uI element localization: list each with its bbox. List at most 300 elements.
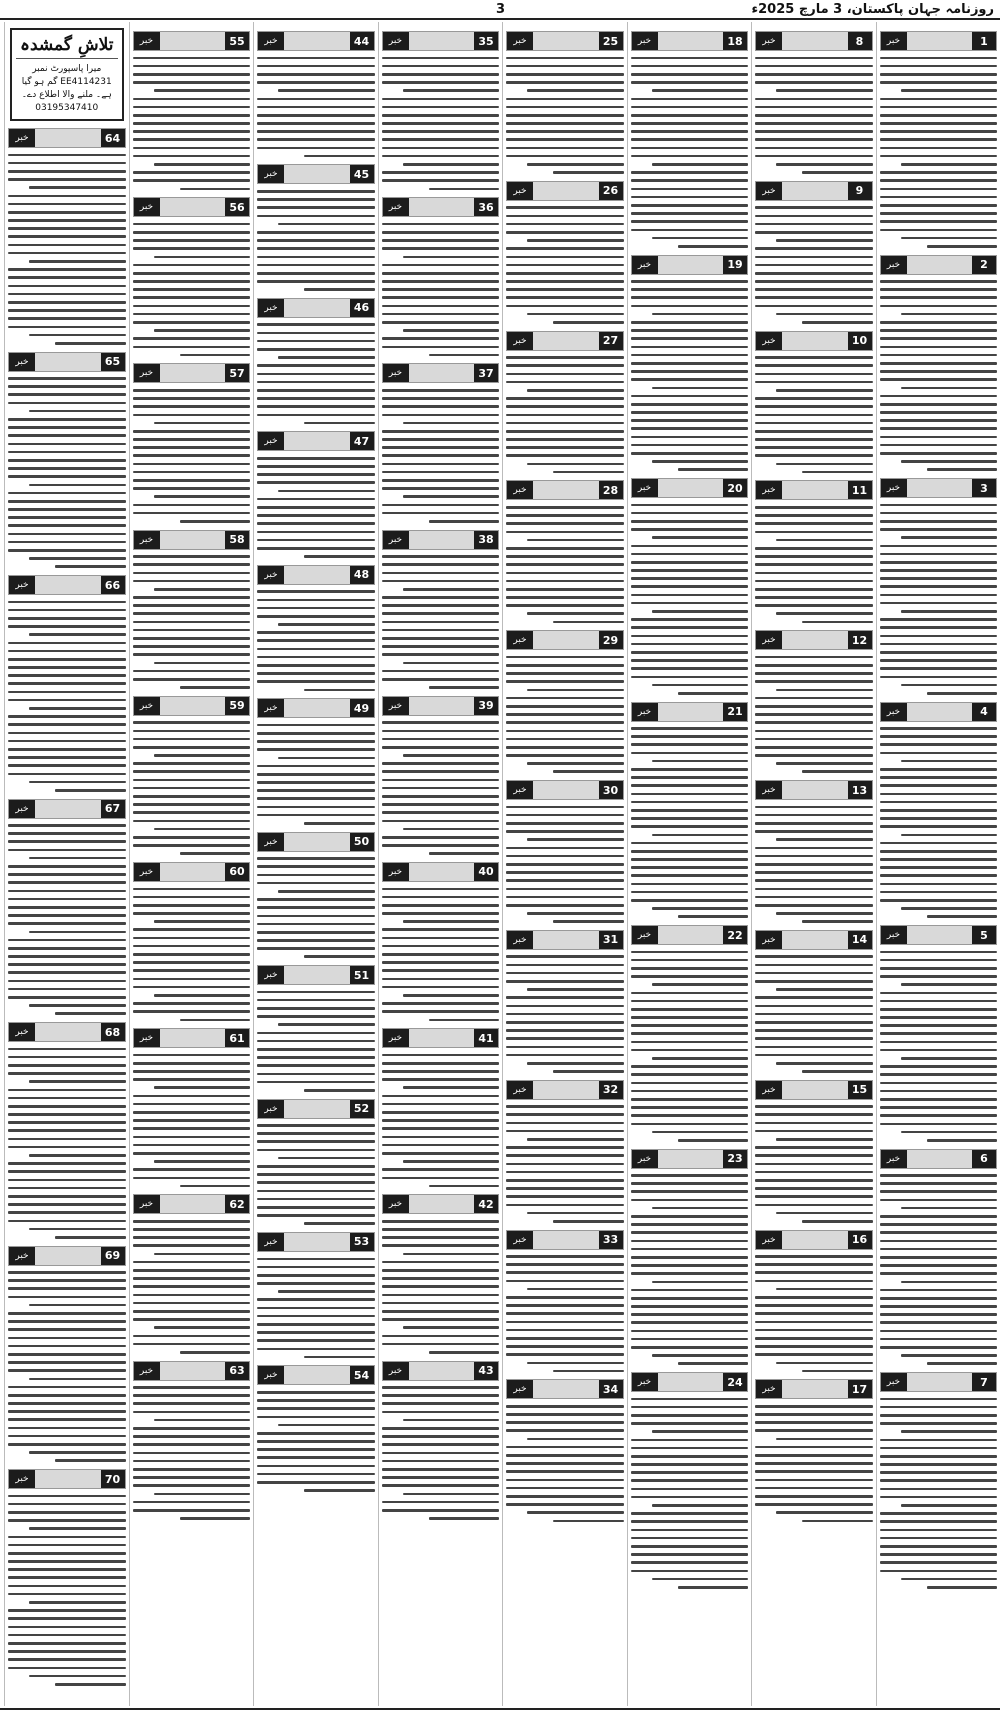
text-line [29,260,125,263]
text-line [901,1131,997,1134]
text-line [880,122,998,125]
text-line [257,1173,375,1176]
text-line [133,1054,251,1057]
text-line [506,754,624,757]
text-line [382,155,500,158]
text-line [257,1081,375,1084]
text-line [133,1236,251,1239]
text-line [133,1468,251,1471]
text-line [506,814,624,817]
text-line [755,1296,873,1299]
text-line [382,57,500,60]
text-line [553,1370,624,1373]
text-line [506,531,624,534]
entry-number: 53 [350,1233,374,1251]
text-line [631,229,749,232]
text-line [257,1258,375,1261]
text-line [257,740,375,743]
entry-number: 32 [599,1081,623,1099]
text-line [631,659,749,662]
text-line [8,1312,126,1315]
text-line [403,1086,499,1089]
text-line [631,602,749,605]
entry-label: خبر [881,479,907,497]
entry-number: 15 [848,1081,872,1099]
text-line [880,801,998,804]
text-line [8,849,126,852]
text-line [257,57,375,60]
text-line [180,686,251,689]
text-line [880,1338,998,1341]
text-line [755,904,873,907]
text-line [631,1049,749,1052]
text-line [257,923,375,926]
text-line [403,1419,499,1422]
text-line [880,727,998,730]
text-line [506,1304,624,1307]
text-line [382,803,500,806]
text-line [880,1264,998,1267]
text-line [133,1002,251,1005]
text-line [755,1280,873,1283]
text-line [880,1346,998,1349]
text-line [802,770,873,773]
text-line [180,188,251,191]
text-line [8,1097,126,1100]
text-line [527,689,623,692]
text-line [382,1394,500,1397]
text-line [776,1511,872,1514]
text-line [880,1570,998,1573]
text-line [880,1537,998,1540]
text-line [880,959,998,962]
text-line [133,637,251,640]
text-line [133,463,251,466]
text-line [133,670,251,673]
text-line [631,1264,749,1267]
text-line [755,422,873,425]
text-line [755,547,873,550]
text-line [506,572,624,575]
text-line [382,1078,500,1081]
text-line [880,1049,998,1052]
text-line [880,752,998,755]
text-line [8,1211,126,1214]
entry-number: 18 [723,32,747,50]
text-line [8,756,126,759]
text-line [382,1261,500,1264]
text-line [755,1013,873,1016]
entry-number-badge [506,930,624,950]
text-line [382,1168,500,1171]
text-line [8,1129,126,1132]
text-line [257,1440,375,1443]
text-line [180,520,251,523]
text-line [506,664,624,667]
text-line [506,746,624,749]
text-line [880,212,998,215]
text-line [382,231,500,234]
text-line [506,155,624,158]
text-line [755,1021,873,1024]
text-line [382,904,500,907]
text-line [133,721,251,724]
text-line [382,405,500,408]
text-line [631,768,749,771]
text-line [257,389,375,392]
text-line [755,397,873,400]
text-line [133,1269,251,1272]
text-line [880,452,998,455]
entry-number: 37 [474,364,498,382]
text-line [506,288,624,291]
text-line [8,524,126,527]
text-line [880,743,998,746]
text-line [133,1443,251,1446]
text-line [133,1427,251,1430]
text-line [880,825,998,828]
entry-number: 9 [848,182,872,200]
text-line [382,512,500,515]
text-line [652,89,748,92]
text-line [8,1287,126,1290]
text-line [927,468,998,471]
text-line [880,1447,998,1450]
text-line [631,874,749,877]
text-line [133,896,251,899]
text-line [8,988,126,991]
text-line [776,463,872,466]
entry-label: خبر [9,353,35,371]
text-line [382,1294,500,1297]
text-line [382,787,500,790]
text-line [257,590,375,593]
entry-number: 43 [474,1362,498,1380]
text-line [257,915,375,918]
entry-number: 55 [225,32,249,50]
text-line [382,1220,500,1223]
text-line [880,809,998,812]
text-line [631,1240,749,1243]
text-line [880,1455,998,1458]
text-line [133,1509,251,1512]
text-line [382,670,500,673]
text-line [8,203,126,206]
entry-label: خبر [258,165,284,183]
text-line [652,1430,748,1433]
text-line [880,545,998,548]
text-line [631,1024,749,1027]
text-line [382,1302,500,1305]
text-line [506,697,624,700]
text-line [631,65,749,68]
text-line [133,779,251,782]
text-line [382,1318,500,1321]
text-line [755,1429,873,1432]
text-line [403,588,499,591]
text-line [257,599,375,602]
text-line [154,920,250,923]
text-line [527,313,623,316]
text-line [880,1240,998,1243]
text-line [133,471,251,474]
text-line [382,844,500,847]
entry-number-badge [257,565,375,585]
text-line [880,1231,998,1234]
text-line [382,836,500,839]
entry-label: خبر [507,332,533,350]
text-line [154,495,250,498]
entry-number: 8 [848,32,872,50]
text-line [382,580,500,583]
text-line [133,580,251,583]
text-line [257,348,375,351]
text-line [382,463,500,466]
text-line [755,1163,873,1166]
text-line [257,648,375,651]
entry-label: خبر [632,479,658,497]
text-line [527,1062,623,1065]
text-line [506,256,624,259]
text-line [631,220,749,223]
text-line [880,436,998,439]
text-line [133,1078,251,1081]
text-line [631,1496,749,1499]
text-line [880,196,998,199]
text-line [755,580,873,583]
text-line [527,239,623,242]
text-line [133,596,251,599]
entry-number-badge [382,1194,500,1214]
text-line [8,1386,126,1389]
text-line [257,1181,375,1184]
text-line [553,171,624,174]
entry-number-badge [257,31,375,51]
entry-number-badge [133,862,251,882]
entry-number-badge [506,480,624,500]
text-line [631,321,749,324]
text-line [133,653,251,656]
page-header [0,0,1000,20]
text-line [278,1424,374,1427]
text-line [880,866,998,869]
text-line [8,1585,126,1588]
text-line [755,446,873,449]
entry-number-badge [755,1080,873,1100]
text-line [382,487,500,490]
text-line [133,114,251,117]
text-line [631,1016,749,1019]
entry-number-badge [8,1246,126,1266]
text-line [880,1008,998,1011]
text-line [382,1435,500,1438]
text-line [631,1561,749,1564]
entry-label: خبر [258,299,284,317]
entry-label: خبر [756,332,782,350]
text-line [133,430,251,433]
text-line [29,1228,125,1231]
text-line [257,1399,375,1402]
text-line [631,196,749,199]
text-line [631,419,749,422]
text-line [631,667,749,670]
text-line [631,1215,749,1218]
entry-number: 31 [599,931,623,949]
text-line [257,939,375,942]
text-line [776,838,872,841]
text-line [133,65,251,68]
text-line [8,881,126,884]
entry-number-badge [631,1149,749,1169]
text-line [506,231,624,234]
text-line [755,430,873,433]
text-line [631,1098,749,1101]
text-line [755,1470,873,1473]
text-line [8,955,126,958]
entry-label: خبر [881,32,907,50]
entry-label: خبر [756,781,782,799]
entry-number: 47 [350,432,374,450]
text-line [755,98,873,101]
entry-label: خبر [383,697,409,715]
text-line [506,863,624,866]
text-line [382,98,500,101]
text-line [527,1138,623,1141]
text-line [880,1561,998,1564]
text-line [527,163,623,166]
text-line [652,834,748,837]
text-line [631,1447,749,1450]
entry-number-badge [8,352,126,372]
text-line [755,280,873,283]
entry-number-badge [755,181,873,201]
news-column [129,22,254,1706]
text-line [29,1154,125,1157]
text-line [880,427,998,430]
entry-label: خبر [258,966,284,984]
text-line [755,680,873,683]
entry-number: 12 [848,631,872,649]
text-line [755,1263,873,1266]
text-line [755,1495,873,1498]
entry-number-badge [133,1361,251,1381]
text-line [553,1220,624,1223]
text-line [631,1529,749,1532]
text-line [382,239,500,242]
text-line [8,1337,126,1340]
text-line [880,817,998,820]
text-line [382,604,500,607]
text-line [506,822,624,825]
text-line [652,1354,748,1357]
text-line [880,768,998,771]
entry-label: خبر [383,863,409,881]
text-line [631,883,749,886]
text-line [382,811,500,814]
text-line [29,1451,125,1454]
text-line [880,1488,998,1491]
text-line [506,730,624,733]
text-line [880,842,998,845]
text-line [506,81,624,84]
text-line [631,512,749,515]
text-line [257,514,375,517]
text-line [880,1082,998,1085]
entry-number: 14 [848,931,872,949]
text-line [382,1484,500,1487]
text-line [880,1024,998,1027]
text-line [755,305,873,308]
text-line [29,931,125,934]
text-line [506,996,624,999]
text-line [755,356,873,359]
text-line [880,179,998,182]
text-line [802,920,873,923]
text-line [880,850,998,853]
text-line [631,114,749,117]
text-line [880,1032,998,1035]
text-line [631,1182,749,1185]
text-line [133,555,251,558]
text-line [880,204,998,207]
text-line [257,773,375,776]
text-line [382,313,500,316]
text-line [880,1016,998,1019]
text-line [631,504,749,507]
entry-number: 21 [723,703,747,721]
text-line [133,945,251,948]
missing-notice-info: میرا پاسپورٹ نمبر EE4114231 گم ہو گیا ہے۔ ملنے والا اطلاع دے۔ 03195347410 [21,64,112,113]
text-line [133,645,251,648]
text-line [133,512,251,515]
text-line [631,1570,749,1573]
text-line [278,757,374,760]
text-line [257,732,375,735]
text-line [429,1019,500,1022]
text-line [506,454,624,457]
entry-number: 50 [350,833,374,851]
text-line [553,770,624,773]
entry-number: 17 [848,1380,872,1398]
text-line [880,1471,998,1474]
text-line [553,1520,624,1523]
text-line [8,971,126,974]
text-line [506,206,624,209]
text-line [133,572,251,575]
text-line [8,1328,126,1331]
text-line [382,305,500,308]
text-line [133,1136,251,1139]
text-line [901,1354,997,1357]
text-line [755,955,873,958]
text-line [631,98,749,101]
text-line [755,572,873,575]
text-line [880,147,998,150]
text-line [506,1171,624,1174]
text-line [382,928,500,931]
text-line [755,1454,873,1457]
text-line [631,1512,749,1515]
text-line [880,1190,998,1193]
text-line [8,666,126,669]
text-line [257,457,375,460]
text-line [631,528,749,531]
text-line [8,1056,126,1059]
text-line [506,215,624,218]
text-line [133,1152,251,1155]
text-line [8,642,126,645]
text-line [880,346,998,349]
